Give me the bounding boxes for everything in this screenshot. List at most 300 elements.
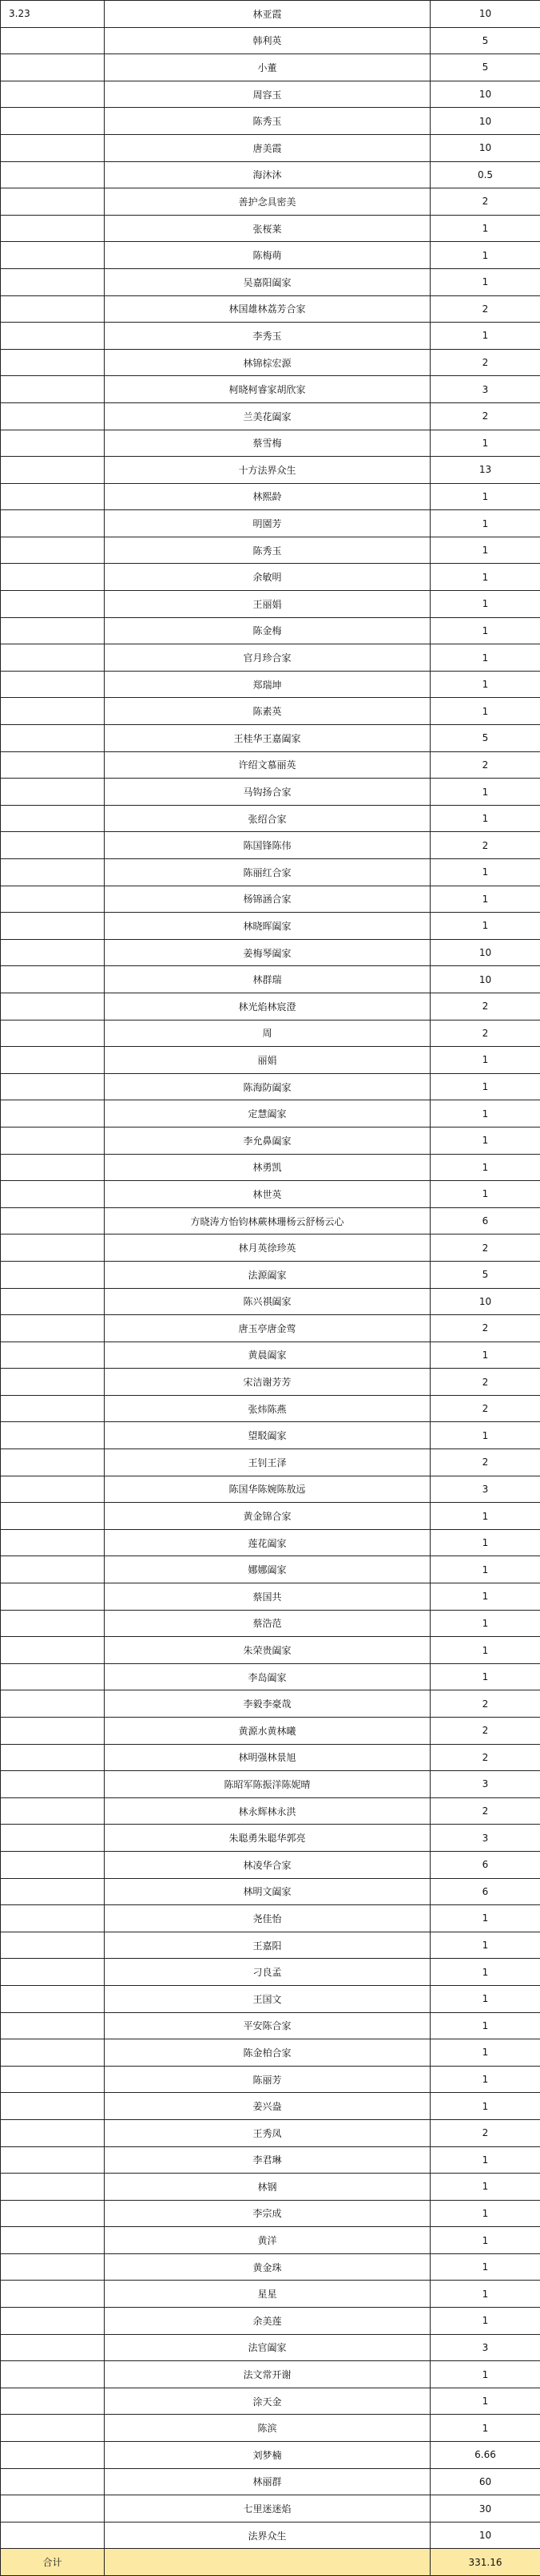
donor-name-cell: 张炜陈燕 xyxy=(105,1395,431,1422)
date-cell xyxy=(1,564,105,591)
table-row xyxy=(1,537,540,564)
date-cell xyxy=(1,134,105,161)
amount-cell: 1 xyxy=(431,2200,540,2227)
donor-name-cell: 陈丽红合家 xyxy=(105,859,431,886)
donor-name-cell: 娜娜阖家 xyxy=(105,1556,431,1583)
table-row xyxy=(1,188,540,216)
table-row xyxy=(1,1288,540,1315)
amount-cell: 5 xyxy=(431,27,540,54)
date-cell xyxy=(1,2174,105,2201)
table-row xyxy=(1,1234,540,1262)
donor-name-cell: 丽娟 xyxy=(105,1047,431,1074)
date-cell xyxy=(1,1932,105,1959)
amount-cell: 1 xyxy=(431,564,540,591)
date-cell xyxy=(1,1100,105,1127)
table-row xyxy=(1,2093,540,2120)
table-row xyxy=(1,1797,540,1825)
donor-name-cell: 林光焰林宸澄 xyxy=(105,993,431,1020)
amount-cell: 2 xyxy=(431,188,540,216)
amount-cell: 1 xyxy=(431,1047,540,1074)
donor-name-cell: 马钩扬合家 xyxy=(105,779,431,806)
table-row xyxy=(1,2119,540,2146)
date-cell xyxy=(1,966,105,993)
date-cell xyxy=(1,1771,105,1798)
date-cell xyxy=(1,537,105,564)
table-row xyxy=(1,402,540,430)
table-row xyxy=(1,108,540,135)
date-cell xyxy=(1,81,105,108)
donor-name-cell: 李岛阖家 xyxy=(105,1663,431,1690)
donor-name-cell: 朱聪勇朱聪华郭亮 xyxy=(105,1825,431,1852)
amount-cell: 1 xyxy=(431,242,540,269)
table-row xyxy=(1,2066,540,2093)
amount-cell: 6 xyxy=(431,1878,540,1905)
donor-name-cell: 林锦棕宏源 xyxy=(105,349,431,376)
donor-name-cell: 陈秀玉 xyxy=(105,108,431,135)
table-row xyxy=(1,1690,540,1718)
date-cell xyxy=(1,644,105,672)
donor-name-cell: 唐美霞 xyxy=(105,134,431,161)
amount-cell: 1 xyxy=(431,1073,540,1100)
table-row xyxy=(1,1476,540,1503)
date-cell xyxy=(1,2253,105,2281)
date-cell xyxy=(1,591,105,618)
amount-cell: 6.66 xyxy=(431,2442,540,2469)
date-cell xyxy=(1,2361,105,2388)
table-row xyxy=(1,698,540,725)
amount-cell: 2 xyxy=(431,1744,540,1771)
date-cell xyxy=(1,242,105,269)
donor-name-cell: 林国雄林荔芳合家 xyxy=(105,295,431,323)
table-row xyxy=(1,886,540,913)
table-row xyxy=(1,644,540,672)
amount-cell: 1 xyxy=(431,2146,540,2174)
amount-cell: 1 xyxy=(431,215,540,242)
amount-cell: 2 xyxy=(431,402,540,430)
donor-name-cell: 郑瑞坤 xyxy=(105,671,431,698)
amount-cell: 1 xyxy=(431,2066,540,2093)
donor-name-cell: 定慧阖家 xyxy=(105,1100,431,1127)
donor-name-cell: 王钊王泽 xyxy=(105,1449,431,1476)
table-row xyxy=(1,913,540,940)
date-cell xyxy=(1,1181,105,1208)
donor-name-cell: 王丽娟 xyxy=(105,591,431,618)
date-cell xyxy=(1,161,105,188)
donor-name-cell: 陈滨 xyxy=(105,2415,431,2442)
amount-cell: 5 xyxy=(431,54,540,81)
donor-name-cell: 平安陈合家 xyxy=(105,2012,431,2039)
donor-name-cell: 黄晨阖家 xyxy=(105,1342,431,1369)
donor-name-cell: 朱荣贵阖家 xyxy=(105,1637,431,1664)
donor-name-cell: 小董 xyxy=(105,54,431,81)
donor-name-cell: 黄金锦合家 xyxy=(105,1503,431,1530)
donor-name-cell: 陈金柏合家 xyxy=(105,2039,431,2067)
amount-cell: 10 xyxy=(431,134,540,161)
date-cell xyxy=(1,188,105,216)
amount-cell: 1 xyxy=(431,1422,540,1449)
table-row xyxy=(1,2146,540,2174)
table-row xyxy=(1,1342,540,1369)
donor-name-cell: 官月珍合家 xyxy=(105,644,431,672)
table-row xyxy=(1,295,540,323)
donor-name-cell: 姜梅琴阖家 xyxy=(105,939,431,966)
donor-name-cell: 林月英徐珍英 xyxy=(105,1234,431,1262)
date-cell xyxy=(1,1610,105,1637)
amount-cell: 1 xyxy=(431,1905,540,1932)
amount-cell: 1 xyxy=(431,698,540,725)
donor-name-cell: 法文常开谢 xyxy=(105,2361,431,2388)
amount-cell: 1 xyxy=(431,1610,540,1637)
amount-cell: 5 xyxy=(431,725,540,752)
amount-cell: 13 xyxy=(431,457,540,484)
table-row xyxy=(1,1985,540,2012)
donor-name-cell: 方晓涛方怡钧林蕨林珊杨云舒杨云心 xyxy=(105,1207,431,1234)
donor-name-cell: 林明强林景旭 xyxy=(105,1744,431,1771)
donor-name-cell: 林世英 xyxy=(105,1181,431,1208)
date-cell xyxy=(1,2039,105,2067)
donor-name-cell: 王秀凤 xyxy=(105,2119,431,2146)
donor-name-cell: 蔡浩范 xyxy=(105,1610,431,1637)
amount-cell: 1 xyxy=(431,483,540,510)
table-row xyxy=(1,805,540,832)
table-row xyxy=(1,2308,540,2335)
donor-name-cell: 林永辉林永洪 xyxy=(105,1797,431,1825)
date-cell xyxy=(1,2093,105,2120)
table-row xyxy=(1,591,540,618)
donor-name-cell: 王嘉阳 xyxy=(105,1932,431,1959)
date-cell xyxy=(1,1583,105,1611)
table-row xyxy=(1,1369,540,1396)
donor-name-cell: 陈兴祺阖家 xyxy=(105,1288,431,1315)
table-row xyxy=(1,1073,540,1100)
amount-cell: 3 xyxy=(431,1825,540,1852)
amount-cell: 1 xyxy=(431,805,540,832)
donor-name-cell: 李君琳 xyxy=(105,2146,431,2174)
date-cell xyxy=(1,939,105,966)
date-cell xyxy=(1,2012,105,2039)
donor-name-cell: 林凌华合家 xyxy=(105,1851,431,1878)
date-cell xyxy=(1,376,105,403)
table-row xyxy=(1,457,540,484)
donor-name-cell: 林群瑞 xyxy=(105,966,431,993)
donor-name-cell: 莲花阖家 xyxy=(105,1529,431,1556)
amount-cell: 2 xyxy=(431,2119,540,2146)
donor-name-cell: 柯晓柯睿家胡欣家 xyxy=(105,376,431,403)
donor-name-cell: 李秀玉 xyxy=(105,323,431,350)
amount-cell: 3 xyxy=(431,1771,540,1798)
date-cell xyxy=(1,1073,105,1100)
donor-name-cell: 黄源水黄林曦 xyxy=(105,1718,431,1745)
date-cell xyxy=(1,1288,105,1315)
donor-name-cell: 法源阖家 xyxy=(105,1261,431,1288)
date-cell xyxy=(1,2146,105,2174)
donor-name-cell: 周 xyxy=(105,1020,431,1047)
total-row xyxy=(1,2549,540,2576)
date-cell xyxy=(1,483,105,510)
donor-name-cell: 黄金珠 xyxy=(105,2253,431,2281)
table-row xyxy=(1,81,540,108)
date-cell xyxy=(1,2415,105,2442)
donor-name-cell: 林明文阖家 xyxy=(105,1878,431,1905)
amount-cell: 1 xyxy=(431,2308,540,2335)
date-cell xyxy=(1,1234,105,1262)
amount-cell: 6 xyxy=(431,1207,540,1234)
table-row xyxy=(1,1047,540,1074)
donor-name-cell: 陈梅萌 xyxy=(105,242,431,269)
amount-cell: 10 xyxy=(431,2522,540,2549)
donor-name-cell: 刁良孟 xyxy=(105,1959,431,1986)
date-cell xyxy=(1,1905,105,1932)
amount-cell: 10 xyxy=(431,108,540,135)
amount-cell: 1 xyxy=(431,2039,540,2067)
donor-name-cell: 陈国华陈婉陈敖远 xyxy=(105,1476,431,1503)
table-row xyxy=(1,1261,540,1288)
date-cell xyxy=(1,993,105,1020)
date-cell xyxy=(1,1395,105,1422)
table-row xyxy=(1,510,540,537)
amount-cell: 1 xyxy=(431,510,540,537)
table-row xyxy=(1,1020,540,1047)
amount-cell: 2 xyxy=(431,1369,540,1396)
table-row xyxy=(1,2281,540,2308)
donor-name-cell: 陈昭军陈振洋陈妮晴 xyxy=(105,1771,431,1798)
amount-cell: 1 xyxy=(431,537,540,564)
date-cell xyxy=(1,1718,105,1745)
date-cell xyxy=(1,2495,105,2522)
table-row xyxy=(1,2468,540,2495)
table-row xyxy=(1,993,540,1020)
amount-cell: 1 xyxy=(431,1583,540,1611)
date-cell xyxy=(1,1261,105,1288)
amount-cell: 2 xyxy=(431,1449,540,1476)
amount-cell: 1 xyxy=(431,1959,540,1986)
date-cell xyxy=(1,2227,105,2254)
amount-cell: 1 xyxy=(431,1985,540,2012)
amount-cell: 3 xyxy=(431,1476,540,1503)
amount-cell: 1 xyxy=(431,1181,540,1208)
date-cell xyxy=(1,1744,105,1771)
date-cell xyxy=(1,1449,105,1476)
date-cell xyxy=(1,323,105,350)
amount-cell: 1 xyxy=(431,2227,540,2254)
donor-name-cell: 王国文 xyxy=(105,1985,431,2012)
donor-name-cell: 十方法界众生 xyxy=(105,457,431,484)
table-row xyxy=(1,2039,540,2067)
date-cell xyxy=(1,2066,105,2093)
table-row xyxy=(1,1905,540,1932)
date-cell xyxy=(1,1503,105,1530)
table-row xyxy=(1,1932,540,1959)
amount-cell: 3 xyxy=(431,2334,540,2361)
donor-name-cell: 宋洁谢芳芳 xyxy=(105,1369,431,1396)
donor-name-cell: 善护念具密美 xyxy=(105,188,431,216)
total-amount: 331.16 xyxy=(431,2549,540,2576)
donor-name-cell: 韩利英 xyxy=(105,27,431,54)
amount-cell: 1 xyxy=(431,617,540,644)
date-cell xyxy=(1,779,105,806)
date-cell xyxy=(1,1207,105,1234)
date-cell xyxy=(1,1878,105,1905)
date-cell xyxy=(1,1020,105,1047)
amount-cell: 1 xyxy=(431,2174,540,2201)
table-row xyxy=(1,966,540,993)
donor-name-cell: 林熙龄 xyxy=(105,483,431,510)
table-row xyxy=(1,2253,540,2281)
donor-name-cell: 尧佳怡 xyxy=(105,1905,431,1932)
table-row xyxy=(1,1583,540,1611)
date-cell xyxy=(1,510,105,537)
table-row xyxy=(1,323,540,350)
table-row xyxy=(1,1610,540,1637)
date-cell xyxy=(1,1690,105,1718)
donor-name-cell: 刘梦楠 xyxy=(105,2442,431,2469)
table-row xyxy=(1,376,540,403)
table-row xyxy=(1,1,540,28)
donor-name-cell: 陈金梅 xyxy=(105,617,431,644)
amount-cell: 2 xyxy=(431,1690,540,1718)
amount-cell: 1 xyxy=(431,644,540,672)
amount-cell: 5 xyxy=(431,1261,540,1288)
amount-cell: 1 xyxy=(431,323,540,350)
donor-name-cell: 蔡国共 xyxy=(105,1583,431,1611)
table-row xyxy=(1,1395,540,1422)
amount-cell: 2 xyxy=(431,1797,540,1825)
table-row xyxy=(1,27,540,54)
amount-cell: 2 xyxy=(431,295,540,323)
date-cell xyxy=(1,1663,105,1690)
date-cell xyxy=(1,1047,105,1074)
date-cell xyxy=(1,2442,105,2469)
donor-name-cell: 明園芳 xyxy=(105,510,431,537)
amount-cell: 2 xyxy=(431,1315,540,1342)
amount-cell: 10 xyxy=(431,966,540,993)
amount-cell: 1 xyxy=(431,779,540,806)
table-row xyxy=(1,2442,540,2469)
donor-name-cell: 蔡雪梅 xyxy=(105,430,431,457)
date-cell xyxy=(1,349,105,376)
table-row xyxy=(1,1154,540,1181)
table-row xyxy=(1,1181,540,1208)
donor-name-cell: 杨锦涵合家 xyxy=(105,886,431,913)
table-row xyxy=(1,1718,540,1745)
total-empty-cell xyxy=(105,2549,431,2576)
table-row xyxy=(1,2174,540,2201)
amount-cell: 1 xyxy=(431,913,540,940)
amount-cell: 3 xyxy=(431,376,540,403)
donor-name-cell: 海沐沐 xyxy=(105,161,431,188)
donor-name-cell: 许绍文慕丽英 xyxy=(105,751,431,779)
date-cell xyxy=(1,886,105,913)
table-row xyxy=(1,725,540,752)
date-cell xyxy=(1,402,105,430)
amount-cell: 10 xyxy=(431,81,540,108)
amount-cell: 1 xyxy=(431,1663,540,1690)
date-cell xyxy=(1,295,105,323)
donor-name-cell: 星星 xyxy=(105,2281,431,2308)
donor-name-cell: 陈国锋陈伟 xyxy=(105,832,431,859)
date-cell xyxy=(1,2308,105,2335)
table-row xyxy=(1,2334,540,2361)
table-row xyxy=(1,779,540,806)
amount-cell: 1 xyxy=(431,591,540,618)
date-cell xyxy=(1,1127,105,1154)
amount-cell: 10 xyxy=(431,939,540,966)
donor-name-cell: 吴嘉阳阖家 xyxy=(105,268,431,295)
date-cell xyxy=(1,725,105,752)
table-row xyxy=(1,859,540,886)
amount-cell: 1 xyxy=(431,1556,540,1583)
table-row xyxy=(1,2415,540,2442)
date-cell xyxy=(1,1825,105,1852)
table-row xyxy=(1,2361,540,2388)
table-row xyxy=(1,1127,540,1154)
amount-cell: 2 xyxy=(431,1020,540,1047)
table-row xyxy=(1,939,540,966)
table-row xyxy=(1,2522,540,2549)
date-cell xyxy=(1,2281,105,2308)
donor-name-cell: 陈海防阖家 xyxy=(105,1073,431,1100)
amount-cell: 1 xyxy=(431,1637,540,1664)
table-row xyxy=(1,215,540,242)
date-cell xyxy=(1,2119,105,2146)
donor-name-cell: 黄洋 xyxy=(105,2227,431,2254)
date-cell xyxy=(1,1342,105,1369)
date-cell xyxy=(1,1154,105,1181)
donor-name-cell: 周容玉 xyxy=(105,81,431,108)
amount-cell: 2 xyxy=(431,1718,540,1745)
donor-name-cell: 李毅李豪哉 xyxy=(105,1690,431,1718)
amount-cell: 1 xyxy=(431,2093,540,2120)
amount-cell: 1 xyxy=(431,2361,540,2388)
table-row xyxy=(1,134,540,161)
donor-name-cell: 王桂华王嘉阖家 xyxy=(105,725,431,752)
table-row xyxy=(1,751,540,779)
amount-cell: 6 xyxy=(431,1851,540,1878)
date-cell xyxy=(1,805,105,832)
amount-cell: 1 xyxy=(431,1154,540,1181)
table-row xyxy=(1,1744,540,1771)
table-row xyxy=(1,671,540,698)
amount-cell: 60 xyxy=(431,2468,540,2495)
date-cell xyxy=(1,2334,105,2361)
date-cell xyxy=(1,1985,105,2012)
donor-name-cell: 兰美花阖家 xyxy=(105,402,431,430)
table-row xyxy=(1,1315,540,1342)
table-row xyxy=(1,2388,540,2415)
table-row xyxy=(1,2495,540,2522)
date-cell xyxy=(1,1476,105,1503)
donor-name-cell: 林亚霞 xyxy=(105,1,431,28)
date-cell xyxy=(1,2522,105,2549)
donor-name-cell: 唐玉亭唐金莺 xyxy=(105,1315,431,1342)
table-row xyxy=(1,2012,540,2039)
table-row xyxy=(1,564,540,591)
amount-cell: 2 xyxy=(431,349,540,376)
donor-name-cell: 法界众生 xyxy=(105,2522,431,2549)
date-cell xyxy=(1,2388,105,2415)
amount-cell: 0.5 xyxy=(431,161,540,188)
amount-cell: 1 xyxy=(431,1503,540,1530)
date-cell xyxy=(1,859,105,886)
donor-name-cell: 余美莲 xyxy=(105,2308,431,2335)
table-row xyxy=(1,1663,540,1690)
donor-name-cell: 姜兴盎 xyxy=(105,2093,431,2120)
table-row xyxy=(1,1637,540,1664)
table-row xyxy=(1,1503,540,1530)
table-row xyxy=(1,1825,540,1852)
table-row xyxy=(1,2200,540,2227)
date-cell xyxy=(1,1315,105,1342)
